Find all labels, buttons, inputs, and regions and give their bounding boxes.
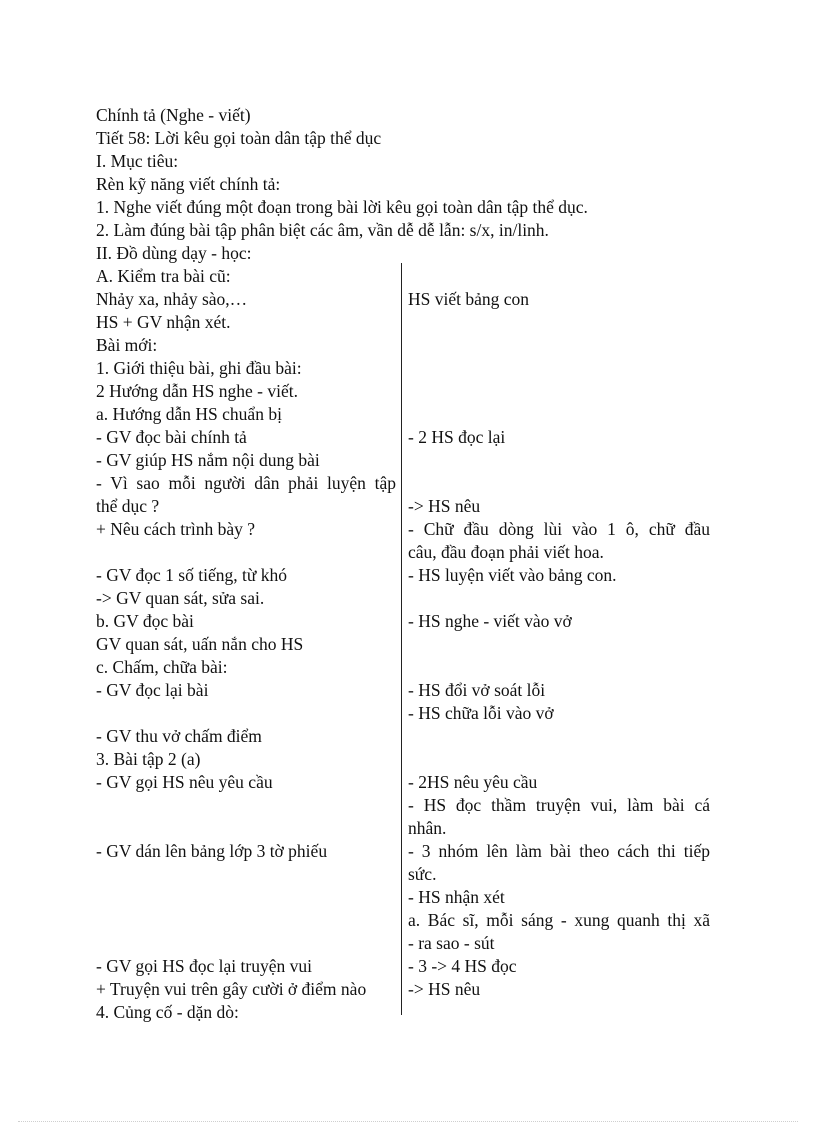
right-line: HS viết bảng con: [408, 289, 530, 309]
right-line: - 3 -> 4 HS đọc: [408, 956, 517, 976]
objective-2: 2. Làm đúng bài tập phân biệt các âm, vần dễ dễ lẫn: s/x, in/linh.: [96, 220, 549, 240]
section-objectives: I. Mục tiêu:: [96, 151, 179, 171]
right-line: - ra sao - sút: [408, 933, 495, 953]
right-line: - 2HS nêu yêu cầu: [408, 772, 538, 792]
left-line: 1. Giới thiệu bài, ghi đầu bài:: [96, 358, 302, 378]
left-line: + Nêu cách trình bày ?: [96, 519, 256, 539]
right-line: -> HS nêu: [408, 979, 481, 999]
left-line: - GV dán lên bảng lớp 3 tờ phiếu: [96, 841, 328, 861]
left-line: 4. Củng cố - dặn dò:: [96, 1002, 239, 1022]
left-line: - GV đọc 1 số tiếng, từ khó: [96, 565, 287, 585]
right-line: - HS nhận xét: [408, 887, 505, 907]
left-line: GV quan sát, uấn nắn cho HS: [96, 634, 304, 654]
left-line: - GV giúp HS nắm nội dung bài: [96, 450, 320, 470]
right-line: câu, đầu đoạn phải viết hoa.: [408, 542, 604, 562]
right-line: nhân.: [408, 818, 447, 838]
right-line: a. Bác sĩ, mỗi sáng - xung quanh thị xã: [408, 910, 710, 930]
left-line: 2 Hướng dẫn HS nghe - viết.: [96, 381, 298, 401]
left-line: c. Chấm, chữa bài:: [96, 657, 228, 677]
section-materials: II. Đồ dùng dạy - học:: [96, 243, 252, 263]
left-line: HS + GV nhận xét.: [96, 312, 231, 332]
left-line: 3. Bài tập 2 (a): [96, 749, 201, 769]
right-line: - HS đổi vở soát lỗi: [408, 680, 546, 700]
left-line: thể dục ?: [96, 496, 160, 516]
right-line: - 2 HS đọc lại: [408, 427, 506, 447]
left-line: Nhảy xa, nhảy sào,…: [96, 289, 248, 309]
left-line: - GV gọi HS đọc lại truyện vui: [96, 956, 312, 976]
right-line: -> HS nêu: [408, 496, 481, 516]
right-line: - 3 nhóm lên làm bài theo cách thi tiếp: [408, 841, 710, 861]
left-line: -> GV quan sát, sửa sai.: [96, 588, 265, 608]
left-line: - Vì sao mỗi người dân phải luyện tập: [96, 473, 396, 493]
right-line: - HS đọc thầm truyện vui, làm bài cá: [408, 795, 710, 815]
left-line: - GV đọc bài chính tả: [96, 427, 247, 447]
right-line: - Chữ đầu dòng lùi vào 1 ô, chữ đầu: [408, 519, 710, 539]
left-line: Bài mới:: [96, 335, 158, 355]
left-line: a. Hướng dẫn HS chuẩn bị: [96, 404, 282, 424]
right-line: sức.: [408, 864, 437, 884]
lesson-title: Tiết 58: Lời kêu gọi toàn dân tập thể dục: [96, 128, 382, 148]
left-line: b. GV đọc bài: [96, 611, 194, 631]
left-line: + Truyện vui trên gây cười ở điểm nào: [96, 979, 367, 999]
left-line: A. Kiểm tra bài cũ:: [96, 266, 231, 286]
right-line: - HS nghe - viết vào vở: [408, 611, 572, 631]
left-line: - GV đọc lại bài: [96, 680, 209, 700]
objective-intro: Rèn kỹ năng viết chính tả:: [96, 174, 281, 194]
left-line: - GV gọi HS nêu yêu cầu: [96, 772, 273, 792]
right-line: - HS chữa lỗi vào vở: [408, 703, 554, 723]
lesson-subject: Chính tả (Nghe - viết): [96, 105, 251, 125]
objective-1: 1. Nghe viết đúng một đoạn trong bài lời kêu gọi toàn dân tập thể dục.: [96, 197, 588, 217]
left-line: - GV thu vở chấm điểm: [96, 726, 262, 746]
right-line: - HS luyện viết vào bảng con.: [408, 565, 617, 585]
page-bottom-edge: [18, 1121, 798, 1122]
column-divider: [401, 263, 402, 1015]
